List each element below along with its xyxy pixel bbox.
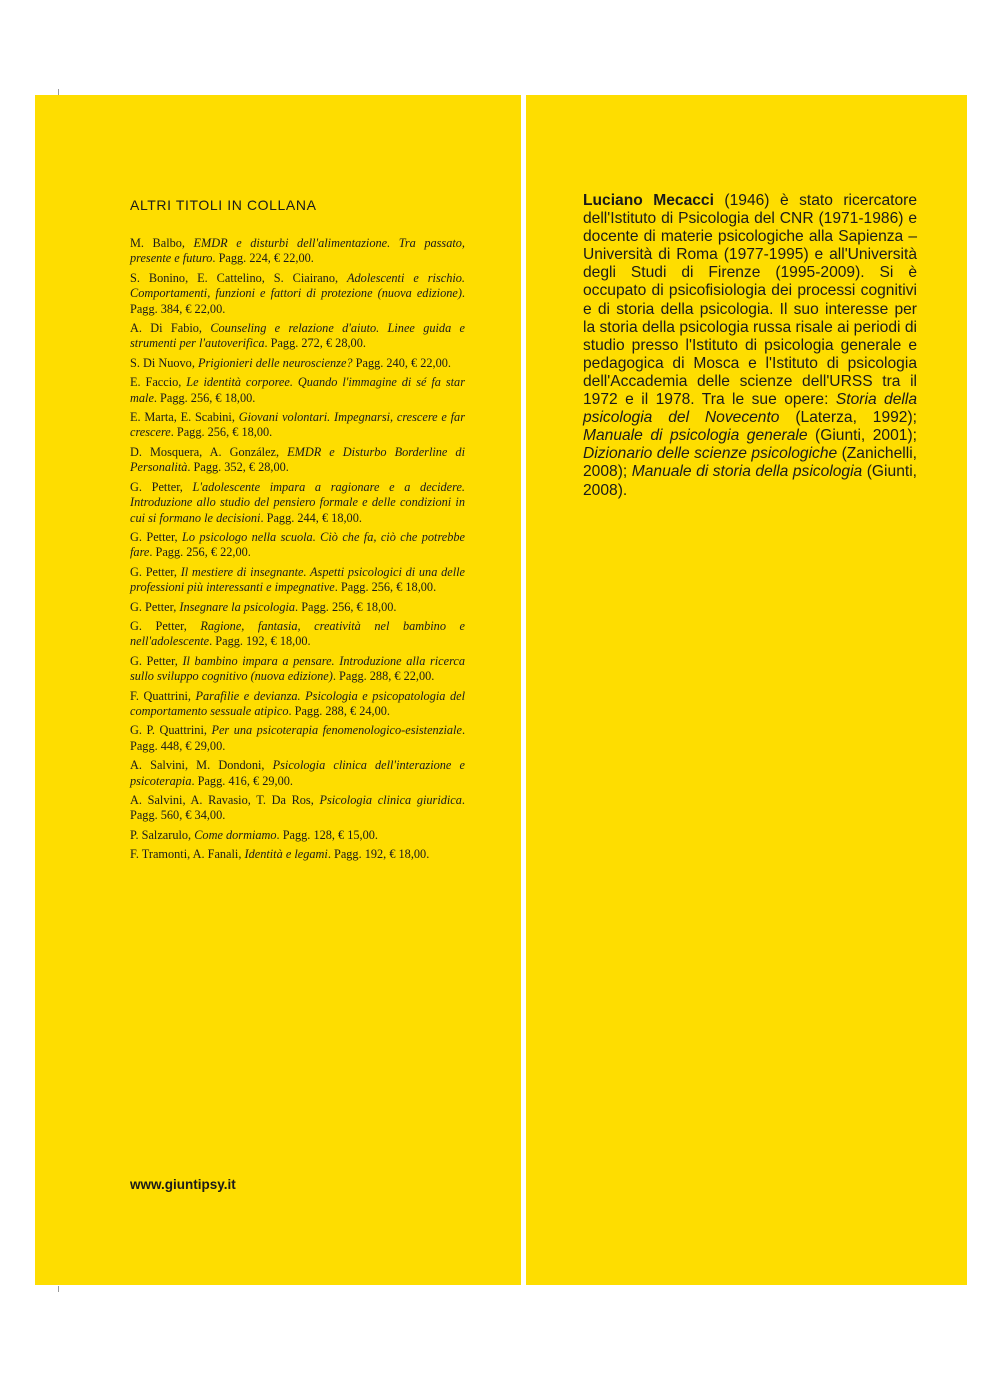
list-item: G. Petter, Insegnare la psicologia. Pagg. 256, € 18,00. [130,599,397,614]
work-title: Dizionario delle scienze psicologiche [583,445,838,463]
list-item: G. Petter, L'adolescente impara a ragionare e a decidere. Introduzione allo studio del pensiero formale e delle condizioni in cui si formano le decisioni. Pagg. 244, € 18,00. [130,479,465,525]
list-item: A. Salvini, A. Ravasio, T. Da Ros, Psicologia clinica giuridica. Pagg. 560, € 34,00. [130,793,465,823]
list-item: A. Di Fabio, Counseling e relazione d'aiuto. Linee guida e strumenti per l'autoverifica. Pagg. 272, € 28,00. [130,321,466,351]
list-item: G. Petter, Il mestiere di insegnante. Aspetti psicologici di una delle professioni più interessanti e impegnative. Pagg. 256, € 18,00. [130,564,465,595]
crop-mark [58,1286,59,1292]
titles-list [130,236,465,863]
website-url: www.giuntipsy.it [130,1177,236,1192]
list-item: G. P. Quattrini, Per una psicoterapia fenomenologico-esistenziale. Pagg. 448, € 29,00. [130,723,466,753]
work-title: Manuale di psicologia generale [583,427,808,445]
author-name: Luciano Mecacci [583,192,714,209]
list-item: S. Di Nuovo, Prigionieri delle neuroscienze? Pagg. 240, € 22,00. [130,355,451,370]
work-title: Manuale di storia della psicologia [631,463,863,481]
list-item: E. Marta, E. Scabini, Giovani volontari. Impegnarsi, crescere e far crescere. Pagg. 256, € 18,00. [130,410,465,440]
list-item: F. Tramonti, A. Fanali, Identità e legami. Pagg. 192, € 18,00. [130,847,430,862]
collana-heading: ALTRI TITOLI IN COLLANA [130,197,317,213]
crop-mark [58,89,59,95]
left-panel [35,95,521,1285]
list-item: S. Bonino, E. Cattelino, S. Ciairano, Adolescenti e rischio. Comportamenti, funzioni e fattori di protezione (nuova edizione). Pagg. 384, € 22,00. [130,270,465,316]
list-item: D. Mosquera, A. González, EMDR e Disturbo Borderline di Personalità. Pagg. 352, € 28,00. [130,444,465,475]
list-item: G. Petter, Il bambino impara a pensare. Introduzione alla ricerca sullo sviluppo cognitivo (nuova edizione). Pagg. 288, € 22,00. [130,653,466,684]
author-bio: Luciano Mecacci (1946) è stato ricercatore dell'Istituto di Psicologia del CNR (1971-1986) e docente di materie psicologiche alla Sapienza – Università di Roma (1977-1995) e all'Università degli Studi di Firenze (1995-2009). Si è occupato di psicofisiologia dei processi cognitivi e di storia della psicologia. Il suo interesse per la storia della psicologia russa risale ai periodi di studio presso l'Istituto di psicologia generale e pedagogica di Mosca e l'Istituto di psicologia dell'Accademia delle scienze dell'URSS tra il 1972 e il 1978. Tra le sue opere: Storia della psicologia del Novecento (Laterza, 1992); Manuale di psicologia generale (Giunti, 2001); Dizionario delle scienze psicologiche (Zanichelli, 2008); Manuale di storia della psicologia (Giunti, 2008). [583,192,918,499]
list-item: G. Petter, Lo psicologo nella scuola. Ciò che fa, ciò che potrebbe fare. Pagg. 256, € 22,00. [130,529,465,560]
right-panel [526,95,967,1285]
list-item: M. Balbo, EMDR e disturbi dell'alimentazione. Tra passato, presente e futuro. Pagg. 224, € 22,00. [130,236,466,266]
list-item: G. Petter, Ragione, fantasia, creatività nel bambino e nell'adolescente. Pagg. 192, € 18,00. [130,618,465,649]
work-title: Storia della psicologia del Novecento [583,391,917,427]
list-item: A. Salvini, M. Dondoni, Psicologia clinica dell'interazione e psicoterapia. Pagg. 416, € 29,00. [130,758,466,788]
list-item: E. Faccio, Le identità corporee. Quando l'immagine di sé fa star male. Pagg. 256, € 18,00. [130,375,465,405]
list-item: F. Quattrini, Parafilie e devianza. Psicologia e psicopatologia del comportamento sessuale atipico. Pagg. 288, € 24,00. [130,688,465,718]
list-item: P. Salzarulo, Come dormiamo. Pagg. 128, € 15,00. [130,827,378,842]
